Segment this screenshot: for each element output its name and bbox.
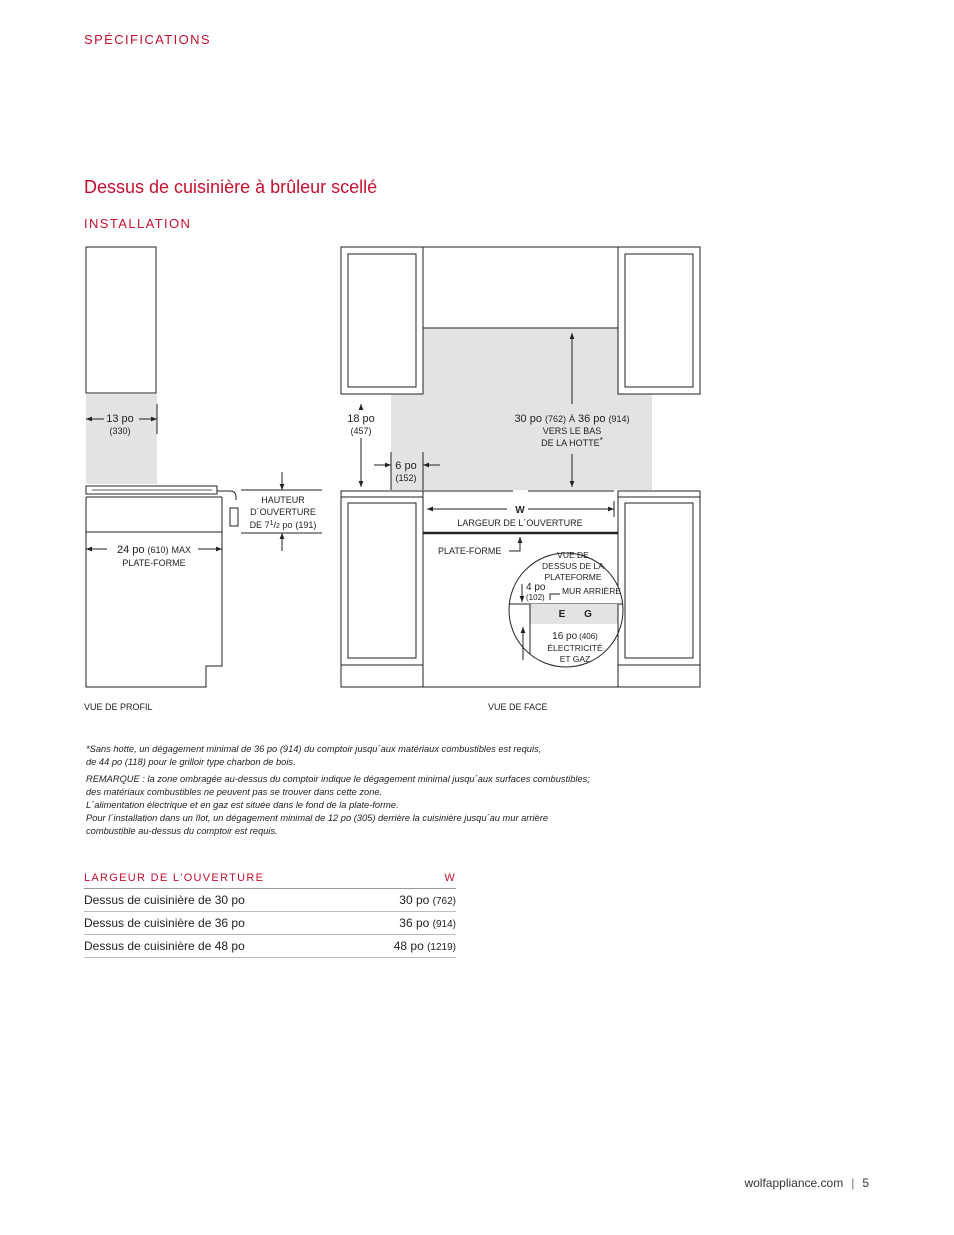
table-header-w: W xyxy=(360,872,456,889)
opening-l1: HAUTEUR xyxy=(261,495,305,505)
dim-18-label: 18 po xyxy=(347,413,375,425)
dim-18-mm: (457) xyxy=(350,426,372,436)
row-value: 30 po (762) xyxy=(360,889,456,912)
table-row xyxy=(84,889,456,912)
row-value: 36 po (914) xyxy=(360,912,456,935)
profile-view xyxy=(84,247,322,712)
footnotes xyxy=(86,743,666,842)
page-footer xyxy=(744,1176,869,1190)
row-label: Dessus de cuisinière de 48 po xyxy=(84,935,360,958)
note-line: *Sans hotte, un dégagement minimal de 36 po (914) du comptoir jusqu´aux matériaux combustibles est requis, xyxy=(86,744,542,754)
profile-knob xyxy=(230,508,238,526)
dim-13-mm: (330) xyxy=(109,426,131,436)
note-line: combustible au-dessus du comptoir est requis. xyxy=(86,826,278,836)
rear-wall-label: MUR ARRIÈRE xyxy=(562,586,622,596)
opening-width-table xyxy=(84,872,456,958)
width-letter: W xyxy=(515,505,525,516)
profile-upper-cabinet xyxy=(86,247,156,393)
electric-gas-label-2: ET GAZ xyxy=(559,654,591,664)
footer-separator: | xyxy=(851,1176,855,1190)
dim-24-label: 24 po (610) MAX xyxy=(116,544,192,556)
hood-label-1: VERS LE BAS xyxy=(542,426,602,436)
dim-16-label: 16 po (406) xyxy=(552,631,598,642)
page-number: 5 xyxy=(862,1176,869,1190)
note-line: L´alimentation électrique et en gaz est située dans le fond de la plate-forme. xyxy=(86,800,399,810)
dim-4-label: 4 po xyxy=(526,582,546,593)
front-view-label: VUE DE FACE xyxy=(488,702,548,712)
section-label: SPÉCIFICATIONS xyxy=(84,32,211,47)
hood-cabinet xyxy=(423,247,618,328)
row-value: 48 po (1219) xyxy=(360,935,456,958)
platform-top-view xyxy=(530,604,618,624)
detail-l2: DESSUS DE LA xyxy=(542,561,604,571)
electric-marker: E xyxy=(558,609,566,620)
front-shade-right xyxy=(618,394,652,490)
dim-6-label: 6 po xyxy=(395,460,417,472)
table-row xyxy=(84,935,456,958)
row-label: Dessus de cuisinière de 36 po xyxy=(84,912,360,935)
platform-label: PLATE-FORME xyxy=(438,546,502,556)
detail-l3: PLATEFORME xyxy=(544,572,602,582)
dim-6-mm: (152) xyxy=(395,473,417,483)
dim-4-mm: (102) xyxy=(526,593,545,602)
note-line: Pour l´installation dans un îlot, un dégagement minimal de 12 po (305) derrière la cuisinière jusqu´au mur arrière xyxy=(86,813,548,823)
gas-marker: G xyxy=(584,609,592,620)
dim-24-platform: PLATE-FORME xyxy=(122,558,186,568)
profile-base-cabinet xyxy=(86,497,222,687)
installation-heading: INSTALLATION xyxy=(84,216,192,231)
electric-gas-label-1: ÉLECTRICITÉ xyxy=(547,643,603,653)
front-shade-center xyxy=(423,328,618,490)
note-line: des matériaux combustibles ne peuvent pas se trouver dans cette zone. xyxy=(86,787,383,797)
profile-view-label: VUE DE PROFIL xyxy=(84,702,153,712)
dim-13-label: 13 po xyxy=(106,413,134,425)
row-label: Dessus de cuisinière de 30 po xyxy=(84,889,360,912)
note-line: de 44 po (118) pour le grilloir type charbon de bois. xyxy=(86,757,296,767)
opening-l3: DE $7^1/2$ po (191) xyxy=(249,520,317,530)
table-header-opening: LARGEUR DE L'OUVERTURE xyxy=(84,872,360,889)
page-title: Dessus de cuisinière à brûleur scellé xyxy=(84,177,378,197)
detail-l1: VUE DE xyxy=(557,550,589,560)
profile-shade xyxy=(86,394,157,484)
width-label: LARGEUR DE L´OUVERTURE xyxy=(457,518,583,528)
website-link[interactable]: wolfappliance.com xyxy=(744,1176,844,1190)
dim-30-36-label: 30 po (762) À 36 po (914) xyxy=(514,413,630,425)
front-view xyxy=(340,247,700,712)
hood-label-2: DE LA HOTTE* xyxy=(541,436,603,448)
opening-l2: D´OUVERTURE xyxy=(250,507,316,517)
note-line: REMARQUE : la zone ombragée au-dessus du comptoir indique le dégagement minimal jusqu´aux surfaces combustibles; xyxy=(86,774,590,784)
table-row xyxy=(84,912,456,935)
